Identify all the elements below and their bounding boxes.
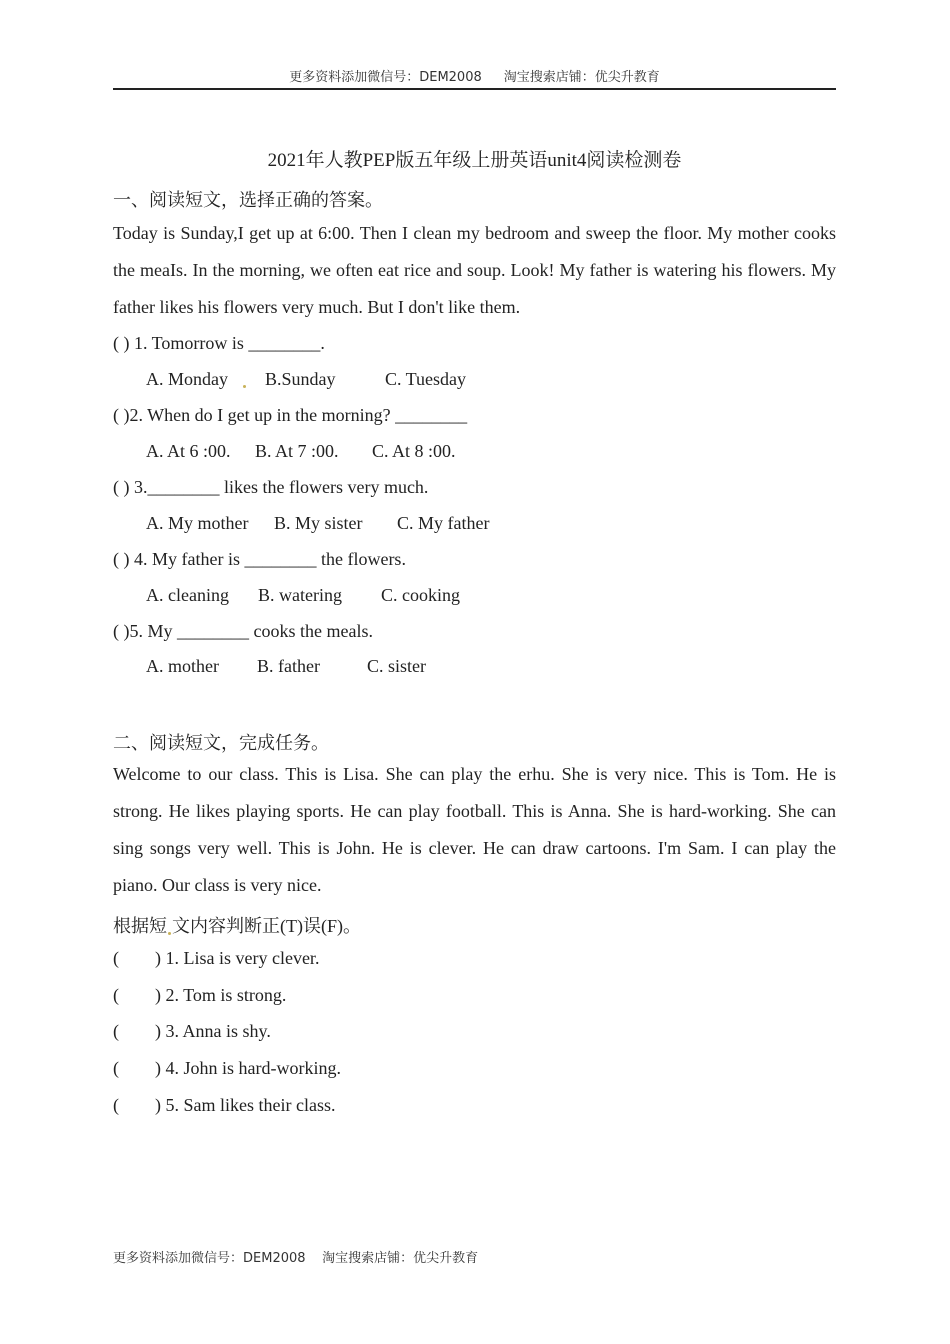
question-3: ( ) 3.________ likes the flowers very much. xyxy=(113,477,429,497)
footer-shop: 淘宝搜索店铺：优尖升教育 xyxy=(322,1251,479,1266)
page-footer xyxy=(113,1247,478,1266)
question-5-options xyxy=(146,656,426,677)
instruction-part-a: 根据短 xyxy=(113,916,167,936)
section1-heading: 一、阅读短文，选择正确的答案。 xyxy=(113,190,383,210)
option-a: A. mother xyxy=(146,656,219,676)
stray-mark xyxy=(168,932,171,935)
question-1: ( ) 1. Tomorrow is ________. xyxy=(113,333,325,353)
option-c: C. Tuesday xyxy=(385,369,467,389)
question-4: ( ) 4. My father is ________ the flowers. xyxy=(113,549,406,569)
option-c: C. At 8 :00. xyxy=(372,441,456,461)
question-2: ( )2. When do I get up in the morning? ________ xyxy=(113,405,468,425)
option-a: A. My mother xyxy=(146,513,249,533)
question-1-options xyxy=(146,369,466,390)
section2-passage: Welcome to our class. This is Lisa. She can play the erhu. She is very nice. This is Tom. He is strong. He likes playing sports. He can play football. This is Anna. She is hard-working. She can sing songs very well. This is John. He is clever. He can draw cartoons. I'm Sam. I can play the piano. Our class is very nice. xyxy=(113,764,836,895)
section2-heading: 二、阅读短文，完成任务。 xyxy=(113,733,329,753)
page-header xyxy=(113,66,836,90)
question-3-options xyxy=(146,513,489,534)
header-wechat: 更多资料添加微信号：DEM2008 xyxy=(289,70,482,85)
statement-1: ( ) 1. Lisa is very clever. xyxy=(113,948,320,968)
document-title: 2021年人教PEP版五年级上册英语unit4阅读检测卷 xyxy=(267,150,682,171)
option-a: A. At 6 :00. xyxy=(146,441,231,461)
statement-2: ( ) 2. Tom is strong. xyxy=(113,985,287,1005)
section2-instruction xyxy=(113,912,361,938)
statement-5: ( ) 5. Sam likes their class. xyxy=(113,1095,336,1115)
footer-wechat: 更多资料添加微信号：DEM2008 xyxy=(113,1251,306,1266)
option-b: B. father xyxy=(257,656,320,676)
option-b: B. At 7 :00. xyxy=(255,441,339,461)
statement-3: ( ) 3. Anna is shy. xyxy=(113,1021,271,1041)
header-shop: 淘宝搜索店铺：优尖升教育 xyxy=(503,70,660,85)
option-a: A. Monday xyxy=(146,369,228,389)
option-c: C. sister xyxy=(367,656,427,676)
statement-4: ( ) 4. John is hard-working. xyxy=(113,1058,341,1078)
instruction-part-b: 文内容判断正(T)误(F)。 xyxy=(172,916,361,936)
option-a: A. cleaning xyxy=(146,585,229,605)
question-5: ( )5. My ________ cooks the meals. xyxy=(113,621,373,641)
stray-mark xyxy=(243,385,246,388)
option-c: C. My father xyxy=(397,513,490,533)
question-2-options xyxy=(146,441,456,462)
option-c: C. cooking xyxy=(381,585,460,605)
section1-passage: Today is Sunday,I get up at 6:00. Then I clean my bedroom and sweep the floor. My mother cooks the meaIs. In the morning, we often eat rice and soup. Look! My father is watering his flowers. My father likes his flowers very much. But I don't like them. xyxy=(113,223,836,317)
question-4-options xyxy=(146,585,460,606)
option-b: B. watering xyxy=(258,585,342,605)
option-b: B.Sunday xyxy=(265,369,336,389)
option-b: B. My sister xyxy=(274,513,363,533)
